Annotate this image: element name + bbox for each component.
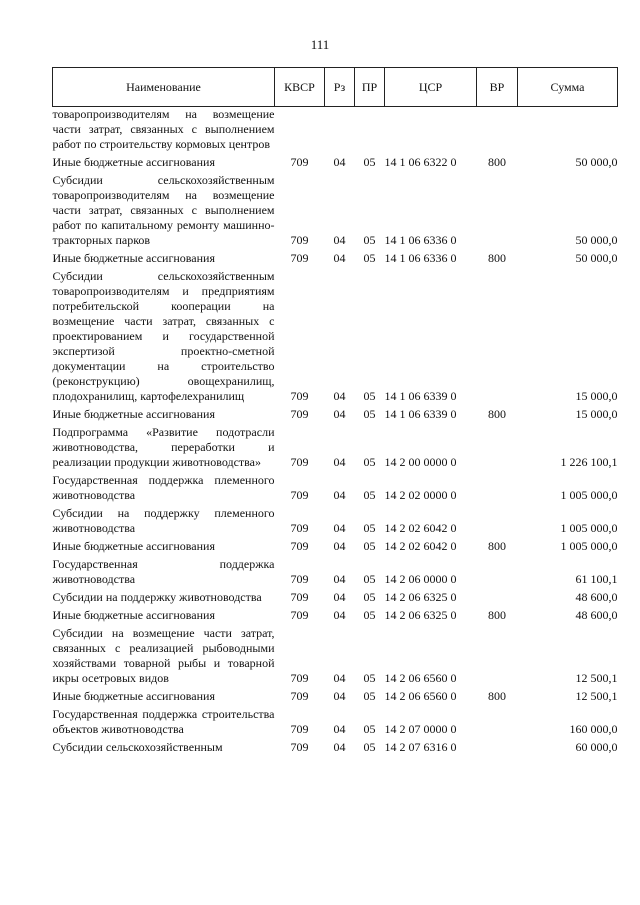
header-kvsr: КВСР bbox=[275, 68, 325, 107]
table-row bbox=[53, 536, 618, 554]
cell-kvsr: 709 bbox=[290, 722, 309, 736]
cell-sum: 15 000,0 bbox=[575, 407, 618, 421]
cell-pr: 05 bbox=[363, 539, 376, 553]
cell-sum: 1 005 000,0 bbox=[560, 521, 618, 535]
cell-kvsr bbox=[275, 107, 325, 153]
cell-vr bbox=[477, 503, 518, 536]
cell-rz: 04 bbox=[333, 521, 346, 535]
cell-vr: 800 bbox=[488, 407, 506, 421]
cell-pr: 05 bbox=[363, 590, 376, 604]
cell-csr: 14 1 06 6336 0 bbox=[384, 251, 457, 265]
cell-csr: 14 1 06 6339 0 bbox=[384, 407, 457, 421]
cell-name: Иные бюджетные ассигнования bbox=[52, 539, 215, 553]
table-row bbox=[53, 404, 618, 422]
cell-pr: 05 bbox=[363, 572, 376, 586]
cell-vr bbox=[477, 266, 518, 404]
cell-sum: 12 500,1 bbox=[575, 689, 618, 703]
cell-kvsr: 709 bbox=[290, 608, 309, 622]
table-row bbox=[53, 170, 618, 248]
cell-csr: 14 1 06 6339 0 bbox=[384, 389, 457, 403]
cell-rz: 04 bbox=[333, 722, 346, 736]
cell-sum: 61 100,1 bbox=[575, 572, 618, 586]
cell-pr: 05 bbox=[363, 671, 376, 685]
table-row bbox=[53, 266, 618, 404]
table-row bbox=[53, 686, 618, 704]
cell-vr bbox=[477, 737, 518, 755]
cell-csr: 14 2 06 0000 0 bbox=[384, 572, 457, 586]
cell-kvsr: 709 bbox=[290, 521, 309, 535]
cell-csr bbox=[385, 107, 477, 153]
cell-rz: 04 bbox=[333, 590, 346, 604]
cell-kvsr: 709 bbox=[290, 233, 309, 247]
cell-kvsr: 709 bbox=[290, 539, 309, 553]
cell-vr: 800 bbox=[488, 539, 506, 553]
cell-csr: 14 1 06 6322 0 bbox=[384, 155, 457, 169]
cell-sum: 50 000,0 bbox=[575, 233, 618, 247]
cell-kvsr: 709 bbox=[290, 488, 309, 502]
cell-vr bbox=[477, 587, 518, 605]
cell-vr: 800 bbox=[488, 689, 506, 703]
cell-csr: 14 2 06 6560 0 bbox=[384, 689, 457, 703]
table-row bbox=[53, 587, 618, 605]
cell-rz: 04 bbox=[333, 539, 346, 553]
cell-kvsr: 709 bbox=[290, 671, 309, 685]
cell-pr: 05 bbox=[363, 740, 376, 754]
cell-pr: 05 bbox=[363, 233, 376, 247]
cell-sum: 50 000,0 bbox=[575, 155, 618, 169]
cell-vr bbox=[477, 554, 518, 587]
cell-vr: 800 bbox=[488, 155, 506, 169]
cell-sum: 1 226 100,1 bbox=[560, 455, 618, 469]
cell-csr: 14 2 02 0000 0 bbox=[384, 488, 457, 502]
cell-name: Подпрограмма «Развитие подотрасли животноводства, переработки и реализации продукции животноводства» bbox=[52, 425, 275, 469]
table-row bbox=[53, 623, 618, 686]
cell-name: Субсидии сельскохозяйственным товаропроизводителям и предприятиям потребительской кооперации на возмещение части затрат, связанных с проектированием и государственной экспертизой проектно-сметной документации на строительство (реконструкцию) овощехранилищ, плодохранилищ, картофелехранилищ bbox=[52, 269, 275, 403]
cell-sum: 1 005 000,0 bbox=[560, 488, 618, 502]
cell-rz: 04 bbox=[333, 389, 346, 403]
cell-rz: 04 bbox=[333, 455, 346, 469]
cell-rz: 04 bbox=[333, 608, 346, 622]
header-sum: Сумма bbox=[518, 68, 618, 107]
cell-name: Государственная поддержка животноводства bbox=[52, 557, 275, 586]
cell-name: Иные бюджетные ассигнования bbox=[52, 251, 215, 265]
cell-kvsr: 709 bbox=[290, 590, 309, 604]
cell-name: Государственная поддержка племенного животноводства bbox=[52, 473, 275, 502]
cell-vr bbox=[477, 704, 518, 737]
table-row bbox=[53, 107, 618, 153]
cell-sum bbox=[518, 107, 618, 153]
cell-rz: 04 bbox=[333, 671, 346, 685]
cell-rz bbox=[325, 107, 355, 153]
header-rz: Рз bbox=[325, 68, 355, 107]
table-row bbox=[53, 470, 618, 503]
cell-name: Иные бюджетные ассигнования bbox=[52, 689, 215, 703]
cell-name: Субсидии на поддержку животноводства bbox=[52, 590, 262, 604]
cell-rz: 04 bbox=[333, 689, 346, 703]
cell-rz: 04 bbox=[333, 740, 346, 754]
table-row bbox=[53, 704, 618, 737]
cell-name: Иные бюджетные ассигнования bbox=[52, 608, 215, 622]
cell-sum: 12 500,1 bbox=[575, 671, 618, 685]
cell-sum: 1 005 000,0 bbox=[560, 539, 618, 553]
table-row bbox=[53, 503, 618, 536]
cell-name: Субсидии на возмещение части затрат, связанных с реализацией рыбоводными хозяйствами товарной рыбы и товарной икры осетровых видов bbox=[52, 626, 275, 685]
cell-vr: 800 bbox=[488, 608, 506, 622]
cell-vr bbox=[477, 470, 518, 503]
cell-csr: 14 2 02 6042 0 bbox=[384, 521, 457, 535]
cell-pr: 05 bbox=[363, 389, 376, 403]
cell-name: Субсидии сельскохозяйственным bbox=[52, 740, 223, 754]
table-row bbox=[53, 554, 618, 587]
cell-vr bbox=[477, 107, 518, 153]
cell-name: Государственная поддержка строительства объектов животноводства bbox=[52, 707, 275, 736]
cell-vr bbox=[477, 623, 518, 686]
cell-kvsr: 709 bbox=[290, 155, 309, 169]
cell-kvsr: 709 bbox=[290, 407, 309, 421]
header-pr: ПР bbox=[355, 68, 385, 107]
cell-rz: 04 bbox=[333, 572, 346, 586]
cell-sum: 60 000,0 bbox=[575, 740, 618, 754]
cell-rz: 04 bbox=[333, 488, 346, 502]
table-body bbox=[53, 107, 618, 756]
cell-name: Иные бюджетные ассигнования bbox=[52, 155, 215, 169]
cell-name: товаропроизводителям на возмещение части затрат, связанных с выполнением работ по строительству кормовых центров bbox=[52, 107, 275, 151]
cell-csr: 14 2 07 0000 0 bbox=[384, 722, 457, 736]
table-row bbox=[53, 605, 618, 623]
cell-csr: 14 2 02 6042 0 bbox=[384, 539, 457, 553]
cell-pr: 05 bbox=[363, 521, 376, 535]
table-row bbox=[53, 152, 618, 170]
header-csr: ЦСР bbox=[385, 68, 477, 107]
cell-csr: 14 1 06 6336 0 bbox=[384, 233, 457, 247]
cell-pr: 05 bbox=[363, 155, 376, 169]
cell-rz: 04 bbox=[333, 251, 346, 265]
cell-name: Субсидии сельскохозяйственным товаропроизводителям на возмещение части затрат, связанных с выполнением работ по капитальному ремонту машинно-тракторных парков bbox=[52, 173, 275, 247]
table-row bbox=[53, 737, 618, 755]
cell-vr: 800 bbox=[488, 251, 506, 265]
cell-kvsr: 709 bbox=[290, 389, 309, 403]
cell-sum: 48 600,0 bbox=[575, 608, 618, 622]
cell-sum: 50 000,0 bbox=[575, 251, 618, 265]
cell-csr: 14 2 00 0000 0 bbox=[384, 455, 457, 469]
cell-pr: 05 bbox=[363, 455, 376, 469]
cell-kvsr: 709 bbox=[290, 740, 309, 754]
header-vr: ВР bbox=[477, 68, 518, 107]
cell-vr bbox=[477, 170, 518, 248]
cell-csr: 14 2 06 6560 0 bbox=[384, 671, 457, 685]
cell-pr: 05 bbox=[363, 722, 376, 736]
cell-sum: 15 000,0 bbox=[575, 389, 618, 403]
cell-name: Иные бюджетные ассигнования bbox=[52, 407, 215, 421]
cell-kvsr: 709 bbox=[290, 689, 309, 703]
page-number: 111 bbox=[310, 37, 330, 52]
table-header-row bbox=[53, 68, 618, 107]
cell-sum: 48 600,0 bbox=[575, 590, 618, 604]
cell-name: Субсидии на поддержку племенного животноводства bbox=[52, 506, 275, 535]
cell-pr: 05 bbox=[363, 407, 376, 421]
cell-csr: 14 2 06 6325 0 bbox=[384, 590, 457, 604]
cell-rz: 04 bbox=[333, 407, 346, 421]
cell-kvsr: 709 bbox=[290, 251, 309, 265]
cell-kvsr: 709 bbox=[290, 455, 309, 469]
header-name: Наименование bbox=[53, 68, 275, 107]
cell-pr: 05 bbox=[363, 689, 376, 703]
cell-sum: 160 000,0 bbox=[569, 722, 618, 736]
budget-table bbox=[52, 67, 618, 755]
table-row bbox=[53, 422, 618, 470]
cell-pr bbox=[355, 107, 385, 153]
cell-pr: 05 bbox=[363, 608, 376, 622]
cell-vr bbox=[477, 422, 518, 470]
table-row bbox=[53, 248, 618, 266]
cell-pr: 05 bbox=[363, 251, 376, 265]
cell-pr: 05 bbox=[363, 488, 376, 502]
cell-kvsr: 709 bbox=[290, 572, 309, 586]
cell-rz: 04 bbox=[333, 233, 346, 247]
cell-csr: 14 2 07 6316 0 bbox=[384, 740, 457, 754]
cell-csr: 14 2 06 6325 0 bbox=[384, 608, 457, 622]
cell-rz: 04 bbox=[333, 155, 346, 169]
